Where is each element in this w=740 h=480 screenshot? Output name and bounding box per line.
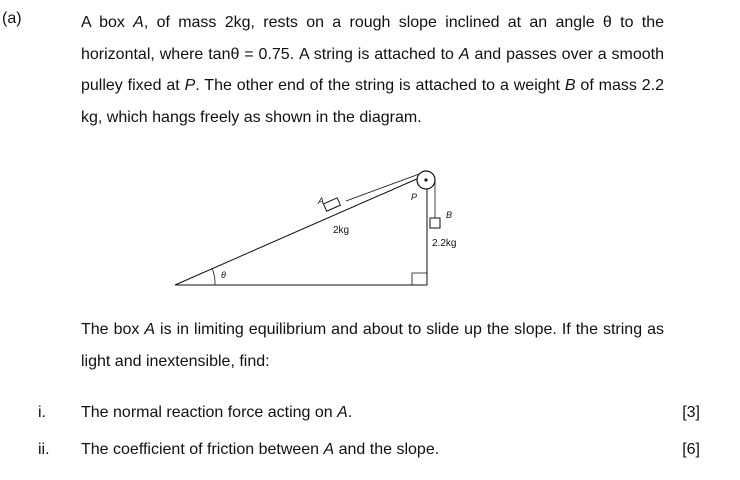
question-marks: [3] — [682, 404, 700, 421]
question-text: The coefficient of friction between A and the slope. — [81, 441, 440, 458]
mass-b-label: 2.2kg — [432, 238, 457, 249]
problem-statement: A box A, of mass 2kg, rests on a rough slope inclined at an angle θ to the horizontal, where tanθ = 0.75. A string is attached to A and passes over a smooth pulley fixed at P. The other end of the string is attached to a weight B of mass 2.2 kg, which hangs freely as shown in the diagram. — [81, 14, 665, 126]
part-label: (a) — [2, 10, 22, 27]
question-number: ii. — [38, 441, 50, 458]
box-a — [323, 198, 340, 211]
angle-label: θ — [221, 270, 226, 280]
label-a: A — [318, 196, 325, 206]
label-p: P — [411, 192, 418, 202]
slope-line — [175, 178, 419, 285]
mass-a-label: 2kg — [333, 225, 350, 236]
question-number: i. — [38, 404, 46, 421]
inclined-plane-diagram — [150, 160, 490, 295]
angle-arc — [212, 268, 215, 285]
weight-b — [430, 218, 440, 228]
question-text: The normal reaction force acting on A. — [81, 404, 353, 421]
question-marks: [6] — [682, 441, 700, 458]
right-angle-mark — [412, 273, 427, 285]
label-b: B — [446, 210, 453, 220]
equilibrium-statement: The box A is in limiting equilibrium and about to slide up the slope. If the string as light and inextensible, find: — [81, 321, 664, 370]
